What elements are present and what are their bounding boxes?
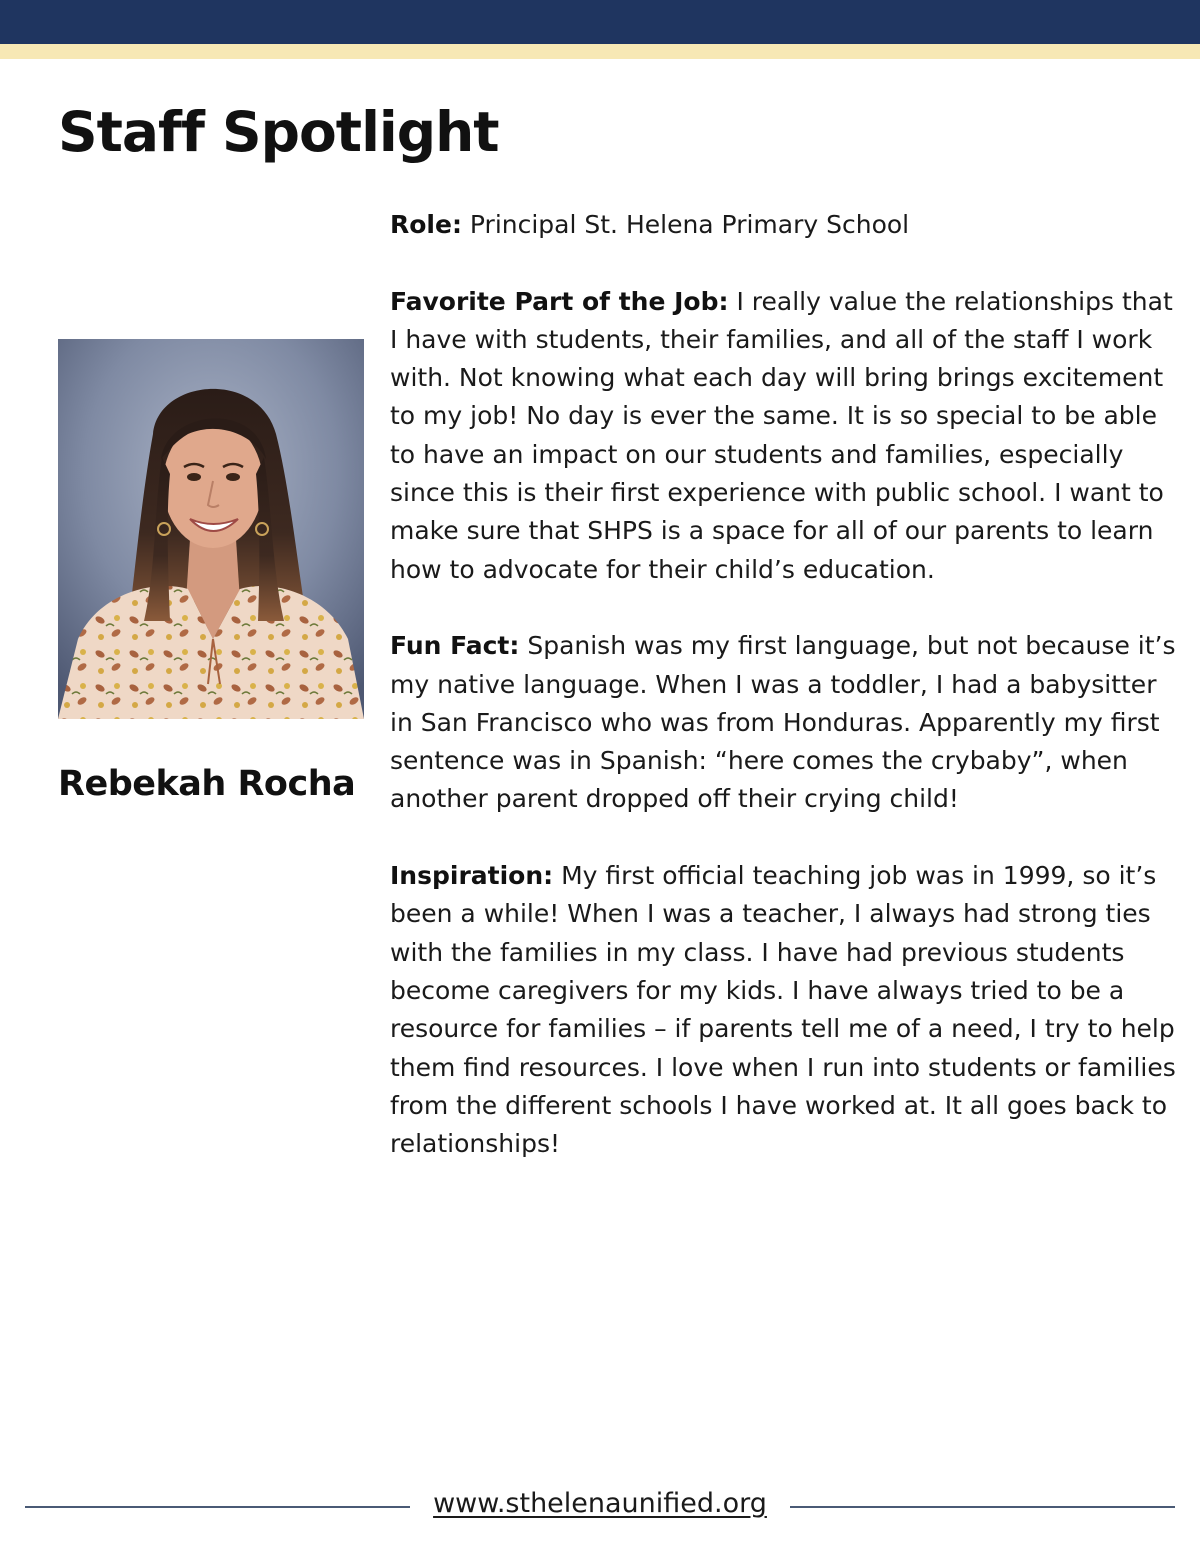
inspiration-section: [390, 857, 1180, 1163]
footer-website-link[interactable]: www.sthelenaunified.org: [433, 1488, 767, 1519]
fun-fact-label: Fun Fact:: [390, 631, 520, 661]
inspiration-label: Inspiration:: [390, 861, 554, 891]
inspiration-text: My first official teaching job was in 1999, so it’s been a while! When I was a teacher, I always had strong ties with the families in my class. I have had previous students become caregivers for my kids. I have always tried to be a resource for families – if parents tell me of a need, I try to help them find resources. I love when I run into students or families from the different schools I have worked at. It all goes back to relationships!: [390, 861, 1176, 1159]
role-label: Role:: [390, 210, 462, 239]
fun-fact-text: Spanish was my first language, but not because it’s my native language. When I was a toddler, I had a babysitter in San Francisco who was from Honduras. Apparently my first sentence was in Spanish: “here comes the crybaby”, when another parent dropped off their crying child!: [390, 631, 1176, 814]
header-bar: [0, 0, 1200, 44]
footer-divider-right: [790, 1506, 1175, 1508]
role-text: Principal St. Helena Primary School: [461, 210, 910, 239]
staff-name: Rebekah Rocha: [58, 764, 356, 804]
header-accent-stripe: [0, 44, 1200, 59]
fun-fact-section: [390, 627, 1180, 818]
role-section: [390, 206, 1180, 244]
favorite-part-section: [390, 283, 1180, 589]
staff-photo: [58, 339, 364, 719]
favorite-part-text: I really value the relationships that I have with students, their families, and all of the staff I work with. Not knowing what each day will bring brings excitement to my job! No day is ever the same. It is so special to be able to have an impact on our students and families, especially since this is their first experience with public school. I want to make sure that SHPS is a space for all of our parents to learn how to advocate for their child’s education.: [390, 286, 1173, 584]
footer-divider-left: [25, 1506, 410, 1508]
profile-content: [390, 206, 1180, 1202]
favorite-part-label: Favorite Part of the Job:: [390, 286, 729, 316]
page-title: Staff Spotlight: [58, 100, 499, 164]
